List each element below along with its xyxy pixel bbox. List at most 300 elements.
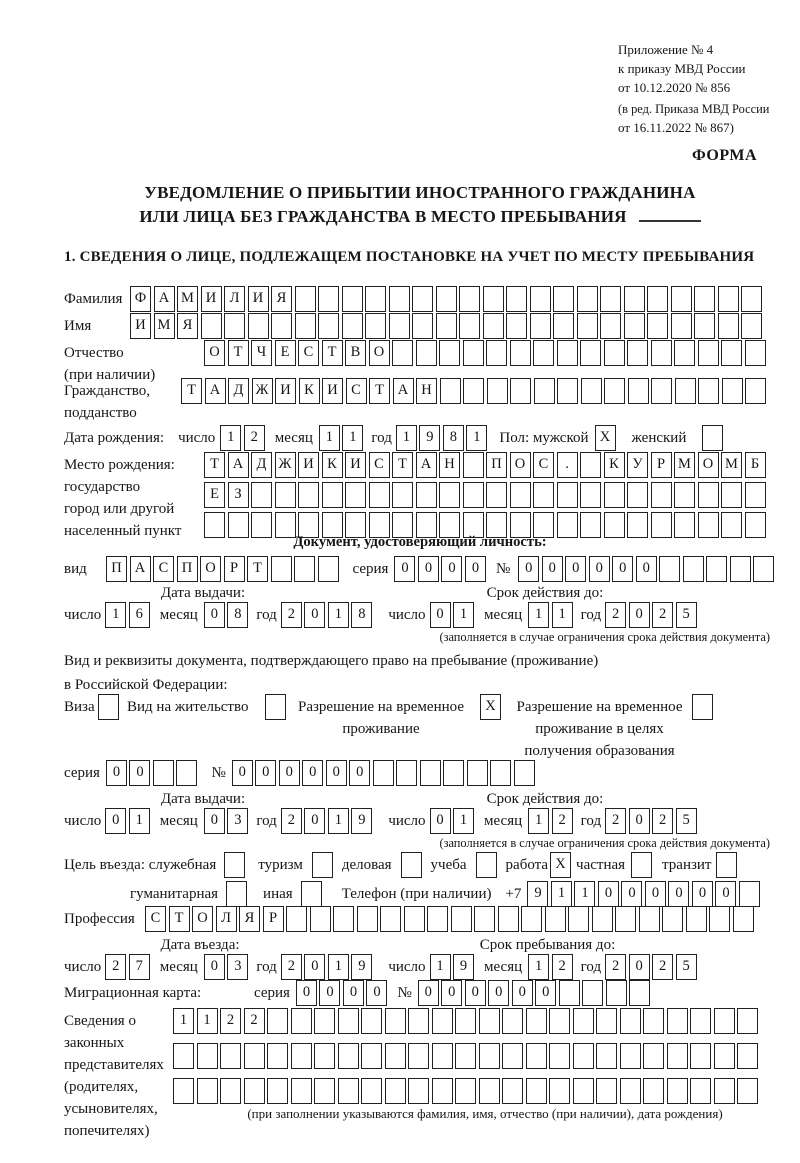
char-box[interactable] (291, 1078, 312, 1104)
char-box[interactable] (706, 556, 727, 582)
char-box[interactable] (643, 1043, 664, 1069)
id-issue-year-boxes[interactable] (281, 602, 373, 628)
char-box[interactable]: 9 (453, 954, 474, 980)
char-box[interactable]: . (557, 452, 578, 478)
char-box[interactable] (549, 1078, 570, 1104)
char-box[interactable] (690, 1043, 711, 1069)
char-box[interactable] (745, 340, 766, 366)
char-box[interactable] (627, 482, 648, 508)
char-box[interactable] (627, 340, 648, 366)
char-box[interactable] (675, 378, 696, 404)
char-box[interactable] (502, 1043, 523, 1069)
char-box[interactable]: У (627, 452, 648, 478)
char-box[interactable] (694, 313, 715, 339)
char-box[interactable]: Я (239, 906, 260, 932)
char-box[interactable] (692, 694, 713, 720)
char-box[interactable]: 1 (328, 808, 349, 834)
char-box[interactable] (620, 1008, 641, 1034)
char-box[interactable]: 2 (281, 954, 302, 980)
char-box[interactable] (557, 482, 578, 508)
char-box[interactable] (439, 482, 460, 508)
char-box[interactable]: И (345, 452, 366, 478)
permit-valid-year-boxes[interactable] (605, 808, 697, 834)
char-box[interactable]: И (248, 286, 269, 312)
char-box[interactable] (314, 1008, 335, 1034)
char-box[interactable]: Т (392, 452, 413, 478)
char-box[interactable]: И (201, 286, 222, 312)
char-box[interactable] (451, 906, 472, 932)
char-box[interactable] (659, 556, 680, 582)
char-box[interactable]: 9 (527, 881, 548, 907)
char-box[interactable]: 0 (629, 954, 650, 980)
citizenship-boxes[interactable] (181, 378, 766, 404)
char-box[interactable] (580, 482, 601, 508)
char-box[interactable]: 0 (343, 980, 364, 1006)
char-box[interactable]: И (322, 378, 343, 404)
id-series-boxes[interactable] (394, 556, 486, 582)
char-box[interactable] (753, 556, 774, 582)
char-box[interactable] (510, 482, 531, 508)
char-box[interactable] (514, 760, 535, 786)
char-box[interactable]: А (416, 452, 437, 478)
birthplace-boxes-row2[interactable] (204, 482, 766, 508)
char-box[interactable]: 1 (528, 602, 549, 628)
char-box[interactable]: 1 (197, 1008, 218, 1034)
char-box[interactable] (294, 556, 315, 582)
char-box[interactable]: 0 (106, 760, 127, 786)
char-box[interactable] (557, 340, 578, 366)
char-box[interactable] (674, 482, 695, 508)
char-box[interactable]: Т (204, 452, 225, 478)
char-box[interactable] (714, 1078, 735, 1104)
char-box[interactable] (483, 286, 504, 312)
char-box[interactable] (604, 378, 625, 404)
char-box[interactable] (737, 1008, 758, 1034)
char-box[interactable] (338, 1008, 359, 1034)
char-box[interactable] (342, 286, 363, 312)
name-boxes[interactable] (130, 313, 762, 339)
char-box[interactable] (173, 1078, 194, 1104)
permit-series-boxes[interactable] (106, 760, 198, 786)
char-box[interactable]: Т (169, 906, 190, 932)
char-box[interactable]: Б (745, 452, 766, 478)
char-box[interactable]: А (228, 452, 249, 478)
char-box[interactable]: 0 (629, 602, 650, 628)
char-box[interactable] (396, 760, 417, 786)
char-box[interactable] (580, 340, 601, 366)
char-box[interactable] (251, 482, 272, 508)
char-box[interactable] (312, 852, 333, 878)
char-box[interactable]: 0 (204, 602, 225, 628)
char-box[interactable]: 2 (244, 1008, 265, 1034)
char-box[interactable]: 9 (351, 808, 372, 834)
char-box[interactable]: М (154, 313, 175, 339)
char-box[interactable] (600, 286, 621, 312)
char-box[interactable] (436, 286, 457, 312)
char-box[interactable]: X (480, 694, 501, 720)
temp-permit-checkbox[interactable] (480, 694, 501, 720)
char-box[interactable]: И (275, 378, 296, 404)
char-box[interactable] (620, 1043, 641, 1069)
stay-month-boxes[interactable] (528, 954, 573, 980)
char-box[interactable]: 1 (328, 954, 349, 980)
char-box[interactable] (479, 1043, 500, 1069)
representatives-boxes-row3[interactable] (173, 1078, 758, 1104)
char-box[interactable]: 3 (227, 954, 248, 980)
char-box[interactable] (596, 1043, 617, 1069)
char-box[interactable] (647, 313, 668, 339)
char-box[interactable]: С (145, 906, 166, 932)
char-box[interactable]: Л (216, 906, 237, 932)
char-box[interactable] (459, 286, 480, 312)
visa-checkbox[interactable] (98, 694, 119, 720)
char-box[interactable] (721, 340, 742, 366)
char-box[interactable]: 0 (204, 808, 225, 834)
char-box[interactable] (365, 286, 386, 312)
char-box[interactable] (498, 906, 519, 932)
char-box[interactable] (553, 313, 574, 339)
char-box[interactable] (629, 980, 650, 1006)
char-box[interactable]: 2 (552, 808, 573, 834)
representatives-boxes-row2[interactable] (173, 1043, 758, 1069)
char-box[interactable]: 2 (652, 808, 673, 834)
char-box[interactable]: 1 (528, 808, 549, 834)
char-box[interactable] (553, 286, 574, 312)
char-box[interactable] (506, 313, 527, 339)
char-box[interactable]: 0 (715, 881, 736, 907)
char-box[interactable]: П (106, 556, 127, 582)
birth-year-boxes[interactable] (396, 425, 488, 451)
char-box[interactable] (722, 378, 743, 404)
char-box[interactable]: 2 (652, 602, 673, 628)
char-box[interactable]: Н (439, 452, 460, 478)
char-box[interactable]: М (177, 286, 198, 312)
char-box[interactable] (176, 760, 197, 786)
char-box[interactable] (432, 1043, 453, 1069)
char-box[interactable]: А (393, 378, 414, 404)
char-box[interactable] (683, 556, 704, 582)
id-number-boxes[interactable] (518, 556, 774, 582)
char-box[interactable]: М (674, 452, 695, 478)
char-box[interactable] (357, 906, 378, 932)
char-box[interactable] (463, 452, 484, 478)
char-box[interactable] (385, 1008, 406, 1034)
char-box[interactable]: 1 (129, 808, 150, 834)
char-box[interactable]: Ж (275, 452, 296, 478)
char-box[interactable] (455, 1078, 476, 1104)
char-box[interactable]: 0 (326, 760, 347, 786)
char-box[interactable] (628, 378, 649, 404)
char-box[interactable] (295, 286, 316, 312)
char-box[interactable] (510, 378, 531, 404)
char-box[interactable]: 2 (220, 1008, 241, 1034)
business-checkbox[interactable] (401, 852, 422, 878)
char-box[interactable]: 0 (304, 808, 325, 834)
char-box[interactable]: Ф (130, 286, 151, 312)
char-box[interactable] (295, 313, 316, 339)
char-box[interactable]: 1 (528, 954, 549, 980)
char-box[interactable] (533, 340, 554, 366)
char-box[interactable] (476, 852, 497, 878)
char-box[interactable] (389, 286, 410, 312)
char-box[interactable] (600, 313, 621, 339)
char-box[interactable]: Р (224, 556, 245, 582)
char-box[interactable] (686, 906, 707, 932)
char-box[interactable] (474, 906, 495, 932)
char-box[interactable] (698, 340, 719, 366)
char-box[interactable] (631, 852, 652, 878)
char-box[interactable] (314, 1078, 335, 1104)
char-box[interactable]: 2 (281, 808, 302, 834)
char-box[interactable]: 2 (244, 425, 265, 451)
permit-issue-day-boxes[interactable] (105, 808, 150, 834)
char-box[interactable] (526, 1043, 547, 1069)
char-box[interactable] (361, 1078, 382, 1104)
char-box[interactable] (427, 906, 448, 932)
char-box[interactable]: К (299, 378, 320, 404)
char-box[interactable] (197, 1078, 218, 1104)
char-box[interactable]: И (298, 452, 319, 478)
char-box[interactable] (526, 1008, 547, 1034)
char-box[interactable] (577, 313, 598, 339)
char-box[interactable] (271, 313, 292, 339)
char-box[interactable]: 0 (441, 556, 462, 582)
char-box[interactable] (291, 1043, 312, 1069)
char-box[interactable] (624, 286, 645, 312)
char-box[interactable] (361, 1008, 382, 1034)
char-box[interactable]: 0 (488, 980, 509, 1006)
char-box[interactable] (714, 1008, 735, 1034)
char-box[interactable] (549, 1043, 570, 1069)
char-box[interactable] (533, 482, 554, 508)
char-box[interactable] (385, 1043, 406, 1069)
char-box[interactable] (373, 760, 394, 786)
char-box[interactable] (401, 852, 422, 878)
char-box[interactable] (369, 482, 390, 508)
char-box[interactable] (620, 1078, 641, 1104)
char-box[interactable] (530, 286, 551, 312)
char-box[interactable]: 1 (105, 602, 126, 628)
stay-year-boxes[interactable] (605, 954, 697, 980)
char-box[interactable] (490, 760, 511, 786)
char-box[interactable] (291, 1008, 312, 1034)
char-box[interactable] (577, 286, 598, 312)
char-box[interactable] (267, 1078, 288, 1104)
char-box[interactable]: Е (275, 340, 296, 366)
char-box[interactable] (502, 1008, 523, 1034)
profession-boxes[interactable] (145, 906, 754, 932)
char-box[interactable] (716, 852, 737, 878)
char-box[interactable] (404, 906, 425, 932)
char-box[interactable] (479, 1008, 500, 1034)
char-box[interactable]: 0 (304, 954, 325, 980)
char-box[interactable] (333, 906, 354, 932)
char-box[interactable]: 0 (542, 556, 563, 582)
char-box[interactable] (667, 1078, 688, 1104)
mig-number-boxes[interactable] (418, 980, 651, 1006)
birth-day-boxes[interactable] (220, 425, 265, 451)
char-box[interactable] (220, 1078, 241, 1104)
char-box[interactable]: 2 (652, 954, 673, 980)
char-box[interactable] (714, 1043, 735, 1069)
char-box[interactable] (506, 286, 527, 312)
char-box[interactable]: 0 (598, 881, 619, 907)
char-box[interactable] (643, 1008, 664, 1034)
char-box[interactable] (690, 1008, 711, 1034)
char-box[interactable]: В (345, 340, 366, 366)
char-box[interactable] (526, 1078, 547, 1104)
char-box[interactable]: 2 (605, 808, 626, 834)
char-box[interactable] (624, 313, 645, 339)
char-box[interactable] (201, 313, 222, 339)
char-box[interactable] (443, 760, 464, 786)
char-box[interactable] (389, 313, 410, 339)
char-box[interactable]: 1 (430, 954, 451, 980)
char-box[interactable]: А (154, 286, 175, 312)
char-box[interactable]: 1 (342, 425, 363, 451)
char-box[interactable] (271, 556, 292, 582)
char-box[interactable] (530, 313, 551, 339)
char-box[interactable]: К (604, 452, 625, 478)
char-box[interactable] (416, 340, 437, 366)
char-box[interactable]: 0 (304, 602, 325, 628)
char-box[interactable] (568, 906, 589, 932)
char-box[interactable] (486, 482, 507, 508)
char-box[interactable] (709, 906, 730, 932)
char-box[interactable]: С (298, 340, 319, 366)
char-box[interactable] (592, 906, 613, 932)
char-box[interactable] (606, 980, 627, 1006)
char-box[interactable] (226, 881, 247, 907)
char-box[interactable] (408, 1078, 429, 1104)
char-box[interactable]: 0 (204, 954, 225, 980)
char-box[interactable]: 2 (605, 954, 626, 980)
char-box[interactable]: 2 (605, 602, 626, 628)
char-box[interactable] (698, 378, 719, 404)
tourism-checkbox[interactable] (312, 852, 333, 878)
permit-valid-day-boxes[interactable] (430, 808, 475, 834)
char-box[interactable]: 0 (394, 556, 415, 582)
birthplace-boxes-row1[interactable] (204, 452, 766, 478)
char-box[interactable] (98, 694, 119, 720)
char-box[interactable]: 2 (552, 954, 573, 980)
char-box[interactable] (702, 425, 723, 451)
char-box[interactable]: 0 (255, 760, 276, 786)
char-box[interactable]: 1 (328, 602, 349, 628)
char-box[interactable] (244, 1078, 265, 1104)
char-box[interactable]: Я (177, 313, 198, 339)
char-box[interactable] (392, 340, 413, 366)
char-box[interactable]: 0 (441, 980, 462, 1006)
birth-month-boxes[interactable] (319, 425, 364, 451)
char-box[interactable]: 8 (227, 602, 248, 628)
char-box[interactable]: Т (247, 556, 268, 582)
char-box[interactable]: 0 (349, 760, 370, 786)
char-box[interactable] (545, 906, 566, 932)
char-box[interactable]: О (200, 556, 221, 582)
char-box[interactable] (338, 1078, 359, 1104)
char-box[interactable]: 1 (453, 602, 474, 628)
char-box[interactable] (224, 313, 245, 339)
char-box[interactable] (440, 378, 461, 404)
char-box[interactable]: А (130, 556, 151, 582)
char-box[interactable]: П (486, 452, 507, 478)
char-box[interactable]: 0 (366, 980, 387, 1006)
char-box[interactable]: 1 (220, 425, 241, 451)
char-box[interactable] (361, 1043, 382, 1069)
other-checkbox[interactable] (301, 881, 322, 907)
char-box[interactable]: 2 (105, 954, 126, 980)
char-box[interactable]: 8 (351, 602, 372, 628)
permit-issue-month-boxes[interactable] (204, 808, 249, 834)
char-box[interactable]: 0 (430, 808, 451, 834)
char-box[interactable] (694, 286, 715, 312)
surname-boxes[interactable] (130, 286, 762, 312)
char-box[interactable] (573, 1078, 594, 1104)
char-box[interactable] (651, 378, 672, 404)
char-box[interactable] (153, 760, 174, 786)
char-box[interactable] (580, 452, 601, 478)
char-box[interactable] (463, 482, 484, 508)
char-box[interactable] (318, 313, 339, 339)
char-box[interactable] (667, 1043, 688, 1069)
char-box[interactable]: 0 (418, 980, 439, 1006)
char-box[interactable]: 1 (551, 881, 572, 907)
permit-valid-month-boxes[interactable] (528, 808, 573, 834)
char-box[interactable] (737, 1078, 758, 1104)
char-box[interactable] (380, 906, 401, 932)
id-valid-year-boxes[interactable] (605, 602, 697, 628)
char-box[interactable] (197, 1043, 218, 1069)
char-box[interactable] (338, 1043, 359, 1069)
char-box[interactable] (487, 378, 508, 404)
char-box[interactable] (502, 1078, 523, 1104)
char-box[interactable] (408, 1008, 429, 1034)
permit-issue-year-boxes[interactable] (281, 808, 373, 834)
char-box[interactable]: Т (228, 340, 249, 366)
char-box[interactable] (573, 1008, 594, 1034)
char-box[interactable]: Т (322, 340, 343, 366)
char-box[interactable]: М (721, 452, 742, 478)
char-box[interactable] (730, 556, 751, 582)
char-box[interactable] (615, 906, 636, 932)
char-box[interactable] (265, 694, 286, 720)
char-box[interactable] (318, 286, 339, 312)
entry-year-boxes[interactable] (281, 954, 373, 980)
char-box[interactable] (463, 378, 484, 404)
char-box[interactable] (643, 1078, 664, 1104)
char-box[interactable] (604, 340, 625, 366)
char-box[interactable]: 5 (676, 954, 697, 980)
char-box[interactable] (721, 482, 742, 508)
char-box[interactable]: 0 (629, 808, 650, 834)
char-box[interactable] (455, 1008, 476, 1034)
char-box[interactable] (739, 881, 760, 907)
char-box[interactable] (412, 286, 433, 312)
char-box[interactable] (392, 482, 413, 508)
char-box[interactable]: 3 (227, 808, 248, 834)
char-box[interactable]: Т (181, 378, 202, 404)
char-box[interactable]: Н (416, 378, 437, 404)
char-box[interactable] (318, 556, 339, 582)
char-box[interactable]: 8 (443, 425, 464, 451)
patronymic-boxes[interactable] (204, 340, 766, 366)
char-box[interactable] (733, 906, 754, 932)
char-box[interactable]: X (595, 425, 616, 451)
char-box[interactable] (510, 340, 531, 366)
temp-edu-checkbox[interactable] (692, 694, 713, 720)
char-box[interactable] (286, 906, 307, 932)
